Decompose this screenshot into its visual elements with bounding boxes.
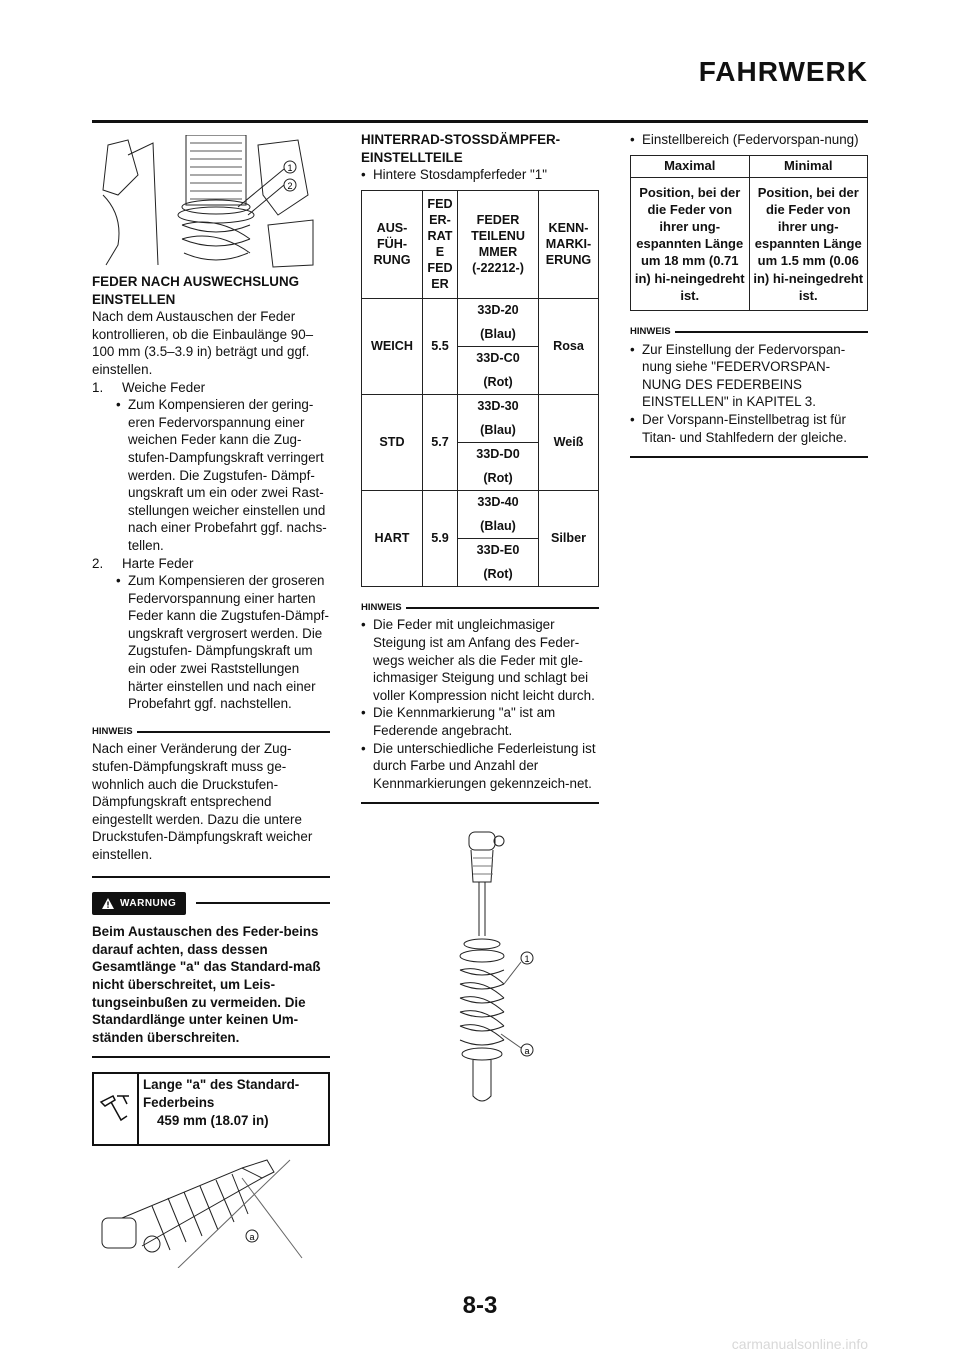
list-item	[92, 379, 330, 397]
preload-table	[630, 155, 868, 311]
page-number: 8-3	[462, 1292, 498, 1319]
right-column	[630, 131, 868, 458]
figure-label-a: a	[524, 1046, 530, 1057]
watermark: carmanualsonline.info	[731, 1336, 868, 1352]
note-bullet: • Die unterschiedliche Federleistung ist durch Farbe und Anzahl der Kennmarkierungen gekennzeich-net.	[361, 740, 599, 793]
figure-label-2: 2	[287, 181, 293, 191]
note-label: HINWEIS	[92, 725, 133, 737]
note-bullet: • Die Kennmarkierung "a" ist am Federende angebracht.	[361, 704, 599, 739]
spring-table: AUS-FÜH-RUNG FED ER-RAT E FED ER FEDER TEILENU MMER (-22212-) KENN-MARKI-ERUNG WEICH 5.5 33D-20 (Blau) Rosa 33D-C0 (Rot) STD 5.7 33D-30 (Blau) Weiß 33D-D0 (Rot) HART 5.9 33D-40 (Blau) Silber 33D-E0 (Rot)	[361, 190, 599, 587]
warning-text: Beim Austauschen des Feder-beins darauf achten, dass dessen Gesamtlänge "a" das Standard-maß nicht überschreitet, um Leis-tungseinbußen zu vermeiden. Die Standardlänge unter keinen Um-ständen überschreiten.	[92, 924, 321, 1045]
figure-label-1: 1	[524, 954, 530, 965]
warning-badge: WARNUNG	[92, 892, 186, 916]
note-text: Nach einer Veränderung der Zug-stufen-Dämpfungskraft muss ge-wohnlich auch die Druckstufen-Dämpfungskraft entsprechend eingestellt werden. Dazu die untere Druckstufen-Dämpfungskraft weicher einstellen.	[92, 741, 313, 862]
list-item	[92, 555, 330, 573]
table-row: WEICH 5.5 33D-20 (Blau) Rosa	[362, 298, 599, 346]
table-row: STD 5.7 33D-30 (Blau) Weiß	[362, 394, 599, 442]
list-bullet: • Einstellbereich (Federvorspan-nung)	[630, 131, 868, 149]
spec-value: 459 mm (18.07 in)	[156, 1112, 269, 1128]
figure-label-a: a	[249, 1232, 255, 1243]
note-header	[92, 723, 330, 741]
note-label: HINWEIS	[630, 326, 671, 338]
list-label: Harte Feder	[122, 555, 194, 571]
left-column	[92, 135, 330, 1268]
table-header: FED ER-RAT E FED ER	[423, 190, 458, 298]
note-bullet: • Der Vorspann-Einstellbetrag ist für Titan- und Stahlfedern der gleiche.	[630, 411, 868, 446]
page-title: FAHRWERK	[698, 56, 868, 87]
table-header: Maximal	[631, 155, 750, 177]
list-number: 1.	[92, 379, 104, 395]
table-row: HART 5.9 33D-40 (Blau) Silber	[362, 490, 599, 538]
list-number: 2.	[92, 555, 104, 571]
table-header: KENN-MARKI-ERUNG	[539, 190, 599, 298]
header-rule	[92, 120, 868, 123]
spec-title: Lange "a" des Standard-Federbeins	[142, 1077, 300, 1110]
intro-text: Nach dem Austauschen der Feder kontrollieren, ob die Einbaulänge 90–100 mm (3.5–3.9 in) beträgt und ggf. einstellen.	[92, 309, 314, 377]
spring-marking-figure	[361, 824, 599, 1124]
section-heading: HINTERRAD-STOSSDÄMPFER-EINSTELLTEILE	[361, 132, 561, 165]
list-bullet: • Zum Kompensieren der gering-eren Federvorspannung einer weichen Feder kann die Zug-stufen-Dampfungskraft verringert werden. Die Zugstufen- Dämpf-ungskraft um ein oder zwei Rast-stellungen weicher einstellen und nach einer Probefahrt ggf. nachs-tellen.	[92, 396, 330, 554]
warning-header	[92, 892, 330, 916]
note-end-rule	[92, 876, 330, 878]
shock-spring-figure	[98, 135, 318, 271]
note-header	[361, 599, 599, 617]
list-bullet: • Zum Kompensieren der groseren Federvorspannung einer harten Feder kann die Zugstufen-Dämpf-ungskraft vergrosert werden. Die Zugstufen- Dämpfungskraft um ein oder zwei Raststellungen härter einstellen und nach einer Probefahrt ggf. nachstellen.	[92, 572, 330, 713]
list-label: Weiche Feder	[122, 379, 206, 395]
spec-icon-cell	[94, 1074, 139, 1144]
section-heading: FEDER NACH AUSWECHSLUNG EINSTELLEN	[92, 274, 300, 307]
table-row: Position, bei der die Feder von ihrer ung-espannten Länge um 18 mm (0.71 in) hi-neingedreht ist. Position, bei der die Feder von ihrer ung-espannten Länge um 1.5 mm (0.06 in) hi-neingedreht ist.	[631, 177, 868, 310]
table-header: AUS-FÜH-RUNG	[362, 190, 423, 298]
middle-column	[361, 131, 599, 1124]
spec-box	[92, 1072, 330, 1146]
warning-end-rule	[92, 1056, 330, 1058]
table-header: FEDER TEILENU MMER (-22212-)	[458, 190, 539, 298]
table-header: Minimal	[749, 155, 868, 177]
figure-label-1: 1	[287, 163, 293, 173]
note-end-rule	[361, 802, 599, 804]
note-bullet: • Zur Einstellung der Federvorspan-nung siehe "FEDERVORSPAN-NUNG DES FEDERBEINS EINSTELLEN" in KAPITEL 3.	[630, 341, 868, 411]
note-end-rule	[630, 456, 868, 458]
wrench-icon	[97, 1092, 133, 1126]
list-bullet: • Hintere Stosdampferfeder "1"	[361, 166, 599, 184]
shock-length-figure	[92, 1158, 312, 1268]
note-bullet: • Die Feder mit ungleichmasiger Steigung ist am Anfang des Feder-wegs weicher als die Feder mit gle-ichmasiger Steigung und schlagt bei voller Kompression nicht leicht durch.	[361, 616, 599, 704]
warning-icon	[102, 898, 114, 909]
note-label: HINWEIS	[361, 601, 402, 613]
note-header	[630, 323, 868, 341]
